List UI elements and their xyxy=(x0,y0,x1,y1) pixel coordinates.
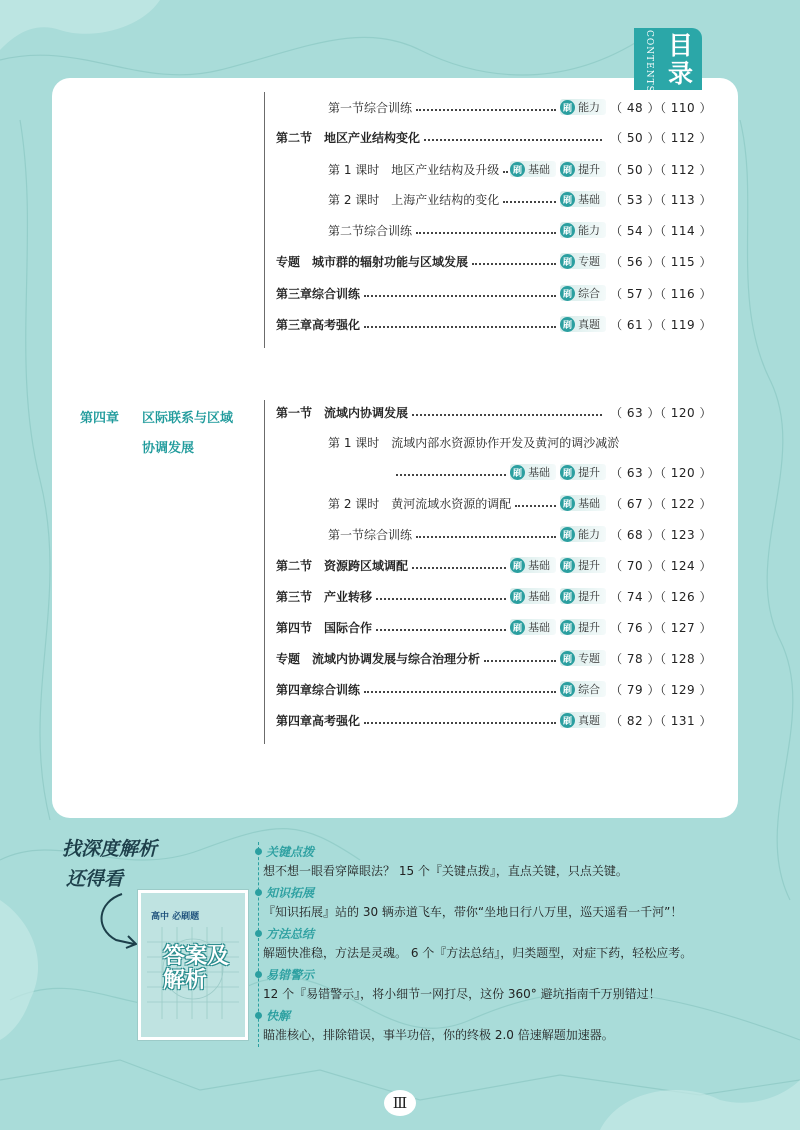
practice-badge xyxy=(560,222,606,238)
badge-label: 基础 xyxy=(528,590,551,603)
toc-entry-title: 第三章综合训练 xyxy=(276,286,361,301)
page-refs: （ 50 ）（ 112 ） xyxy=(610,130,712,145)
brush-icon: 刷 xyxy=(560,496,575,511)
feature-item xyxy=(263,842,738,881)
toc-entry[interactable] xyxy=(276,678,712,700)
dot-leader xyxy=(416,536,556,538)
page-refs: （ 70 ）（ 124 ） xyxy=(610,558,712,573)
page-refs: （ 68 ）（ 123 ） xyxy=(610,527,712,542)
practice-badge xyxy=(560,557,606,573)
toc-entry[interactable] xyxy=(328,431,712,453)
toc-entry[interactable] xyxy=(276,647,712,669)
bullet-icon xyxy=(255,848,262,855)
dot-leader xyxy=(503,171,506,173)
brush-icon: 刷 xyxy=(560,286,575,301)
toc-entry-title: 第四章高考强化 xyxy=(276,713,361,728)
practice-badge xyxy=(560,253,606,269)
promo-block xyxy=(58,830,258,1050)
dot-leader xyxy=(503,201,556,203)
brush-icon: 刷 xyxy=(510,465,525,480)
toc-entry[interactable] xyxy=(328,219,712,241)
toc-entry-title: 第 2 课时 黄河流域水资源的调配 xyxy=(328,496,512,511)
badge-group xyxy=(560,222,606,238)
features-list xyxy=(258,842,738,1047)
brush-icon: 刷 xyxy=(510,620,525,635)
book-title: 答案及解析 xyxy=(163,944,230,993)
chapter-number: 第四章 xyxy=(80,411,120,426)
practice-badge xyxy=(560,285,606,301)
badge-label: 基础 xyxy=(578,497,601,510)
dot-leader xyxy=(364,326,556,328)
brush-icon: 刷 xyxy=(560,162,575,177)
badge-group xyxy=(560,253,606,269)
practice-badge xyxy=(560,316,606,332)
badge-label: 基础 xyxy=(578,193,601,206)
chapter-title-line2: 协调发展 xyxy=(142,441,195,456)
badge-group xyxy=(510,619,606,635)
badge-label: 综合 xyxy=(578,683,601,696)
bullet-icon xyxy=(255,889,262,896)
dot-leader xyxy=(396,474,506,476)
mulu-title: 目录 xyxy=(668,31,694,88)
badge-label: 提升 xyxy=(578,559,601,572)
feature-text: 『知识拓展』站的 30 辆赤道飞车，带你“坐地日行八万里，巡天遥看一千河”！ xyxy=(263,905,683,919)
dot-leader xyxy=(412,567,506,569)
practice-badge xyxy=(560,191,606,207)
page-refs: （ 53 ）（ 113 ） xyxy=(610,192,712,207)
toc-entry-title: 第 1 课时 流域内部水资源协作开发及黄河的调沙减淤 xyxy=(328,435,620,450)
feature-title: 方法总结 xyxy=(266,927,315,941)
brush-icon: 刷 xyxy=(560,589,575,604)
feature-text: 瞄准核心，排除错误，事半功倍，你的终极 2.0 倍速解题加速器。 xyxy=(263,1028,614,1042)
chapter-4-heading xyxy=(80,404,270,464)
promo-handwritten-line2: 还得看 xyxy=(66,868,124,890)
badge-group xyxy=(560,526,606,542)
brush-icon: 刷 xyxy=(560,100,575,115)
chapter-title-line1: 区际联系与区域 xyxy=(142,411,234,426)
dot-leader xyxy=(416,232,556,234)
badge-label: 能力 xyxy=(578,101,601,114)
brush-icon: 刷 xyxy=(560,682,575,697)
page-refs: （ 74 ）（ 126 ） xyxy=(610,589,712,604)
dot-leader xyxy=(416,109,556,111)
badge-group xyxy=(560,681,606,697)
brush-icon: 刷 xyxy=(510,162,525,177)
practice-badge xyxy=(560,464,606,480)
badge-label: 基础 xyxy=(528,621,551,634)
page-refs: （ 67 ）（ 122 ） xyxy=(610,496,712,511)
toc-entry[interactable] xyxy=(328,158,712,180)
dot-leader xyxy=(376,598,506,600)
badge-group xyxy=(510,588,606,604)
badge-label: 综合 xyxy=(578,287,601,300)
dot-leader xyxy=(364,722,556,724)
bullet-icon xyxy=(255,1012,262,1019)
toc-entry[interactable] xyxy=(276,554,712,576)
dot-leader xyxy=(472,263,556,265)
badge-group xyxy=(560,650,606,666)
brush-icon: 刷 xyxy=(560,713,575,728)
toc-entry-title: 第 1 课时 地区产业结构及升级 xyxy=(328,162,500,177)
badge-label: 提升 xyxy=(578,590,601,603)
toc-entry-title: 第三章高考强化 xyxy=(276,317,361,332)
badge-label: 真题 xyxy=(578,318,601,331)
toc-entry-title: 第二节综合训练 xyxy=(328,223,413,238)
practice-badge xyxy=(560,588,606,604)
answer-book-cover xyxy=(138,890,248,1040)
toc-entry[interactable] xyxy=(328,188,712,210)
toc-entry-title: 第四章综合训练 xyxy=(276,682,361,697)
bullet-icon xyxy=(255,930,262,937)
toc-entry[interactable] xyxy=(276,126,712,148)
brush-icon: 刷 xyxy=(560,527,575,542)
badge-group xyxy=(510,464,606,480)
contents-tab xyxy=(634,28,702,93)
practice-badge xyxy=(560,161,606,177)
dot-leader xyxy=(364,295,556,297)
toc-entry-title: 第四节 国际合作 xyxy=(276,620,373,635)
curved-arrow-icon xyxy=(94,892,144,952)
toc-entry[interactable] xyxy=(276,282,712,304)
toc-entry-title: 第一节综合训练 xyxy=(328,100,413,115)
brush-icon: 刷 xyxy=(560,254,575,269)
page-refs: （ 48 ）（ 110 ） xyxy=(610,100,712,115)
feature-title: 关键点拨 xyxy=(266,845,315,859)
feature-title: 快解 xyxy=(266,1009,291,1023)
book-series-label: 高中 必刷题 xyxy=(151,912,200,922)
dot-leader xyxy=(515,505,556,507)
badge-label: 提升 xyxy=(578,466,601,479)
badge-label: 基础 xyxy=(528,163,551,176)
practice-badge xyxy=(510,161,556,177)
badge-group xyxy=(560,99,606,115)
badge-label: 能力 xyxy=(578,224,601,237)
toc-entry[interactable] xyxy=(392,461,712,483)
page-refs: （ 63 ）（ 120 ） xyxy=(610,465,712,480)
page-refs: （ 50 ）（ 112 ） xyxy=(610,162,712,177)
practice-badge xyxy=(560,681,606,697)
feature-text: 解题快准稳，方法是灵魂。 6 个『方法总结』，归类题型，对症下药，轻松应考。 xyxy=(263,946,693,960)
practice-badge xyxy=(510,619,556,635)
badge-label: 能力 xyxy=(578,528,601,541)
page-refs: （ 54 ）（ 114 ） xyxy=(610,223,712,238)
feature-text: 12 个『易错警示』，将小细节一网打尽，这份 360° 避坑指南千万别错过！ xyxy=(263,987,661,1001)
toc-entry-title: 第三节 产业转移 xyxy=(276,589,373,604)
toc-entry[interactable] xyxy=(276,585,712,607)
toc-entry[interactable] xyxy=(328,96,712,118)
dot-leader xyxy=(484,660,556,662)
toc-entry-title: 第二节 资源跨区域调配 xyxy=(276,558,409,573)
toc-entry[interactable] xyxy=(276,401,712,423)
toc-entry[interactable] xyxy=(276,616,712,638)
badge-group xyxy=(560,712,606,728)
badge-group xyxy=(560,316,606,332)
brush-icon: 刷 xyxy=(560,651,575,666)
feature-title: 知识拓展 xyxy=(266,886,315,900)
feature-item xyxy=(263,965,738,1004)
brush-icon: 刷 xyxy=(560,558,575,573)
promo-handwritten-line1: 找深度解析 xyxy=(62,838,158,860)
badge-group xyxy=(510,161,606,177)
page-refs: （ 79 ）（ 129 ） xyxy=(610,682,712,697)
page-refs: （ 63 ）（ 120 ） xyxy=(610,405,712,420)
toc-entry-title: 第二节 地区产业结构变化 xyxy=(276,130,421,145)
badge-label: 真题 xyxy=(578,714,601,727)
feature-item xyxy=(263,924,738,963)
brush-icon: 刷 xyxy=(560,223,575,238)
badge-label: 基础 xyxy=(528,466,551,479)
toc-entry-title: 专题 流域内协调发展与综合治理分析 xyxy=(276,651,481,666)
practice-badge xyxy=(560,619,606,635)
toc-entry[interactable] xyxy=(328,492,712,514)
badge-label: 专题 xyxy=(578,652,601,665)
brush-icon: 刷 xyxy=(560,620,575,635)
page-refs: （ 56 ）（ 115 ） xyxy=(610,254,712,269)
practice-badge xyxy=(560,712,606,728)
toc-entry-title: 第 2 课时 上海产业结构的变化 xyxy=(328,192,500,207)
toc-divider-top xyxy=(264,92,265,348)
feature-title: 易错警示 xyxy=(266,968,315,982)
toc-entry[interactable] xyxy=(276,709,712,731)
brush-icon: 刷 xyxy=(560,317,575,332)
practice-badge xyxy=(560,526,606,542)
badge-label: 提升 xyxy=(578,163,601,176)
dot-leader xyxy=(376,629,506,631)
badge-label: 基础 xyxy=(528,559,551,572)
toc-entry[interactable] xyxy=(276,250,712,272)
brush-icon: 刷 xyxy=(560,465,575,480)
badge-group xyxy=(560,285,606,301)
toc-entry[interactable] xyxy=(328,523,712,545)
page-refs: （ 57 ）（ 116 ） xyxy=(610,286,712,301)
dot-leader xyxy=(364,691,556,693)
badge-label: 提升 xyxy=(578,621,601,634)
badge-group xyxy=(560,495,606,511)
page-number: Ⅲ xyxy=(384,1090,416,1116)
brush-icon: 刷 xyxy=(560,192,575,207)
toc-entry-title: 专题 城市群的辐射功能与区域发展 xyxy=(276,254,469,269)
practice-badge xyxy=(510,588,556,604)
badge-label: 专题 xyxy=(578,255,601,268)
feature-item xyxy=(263,883,738,922)
feature-text: 想不想一眼看穿障眼法？ 15 个『关键点拨』，直点关键，只点关键。 xyxy=(263,864,628,878)
practice-badge xyxy=(560,99,606,115)
page-refs: （ 76 ）（ 127 ） xyxy=(610,620,712,635)
brush-icon: 刷 xyxy=(510,589,525,604)
page-refs: （ 78 ）（ 128 ） xyxy=(610,651,712,666)
toc-entry[interactable] xyxy=(276,313,712,335)
practice-badge xyxy=(560,495,606,511)
page-refs: （ 82 ）（ 131 ） xyxy=(610,713,712,728)
practice-badge xyxy=(510,557,556,573)
dot-leader xyxy=(412,414,602,416)
practice-badge xyxy=(510,464,556,480)
feature-item xyxy=(263,1006,738,1045)
badge-group xyxy=(560,191,606,207)
badge-group xyxy=(510,557,606,573)
contents-label: CONTENTS xyxy=(644,30,654,93)
toc-entry-title: 第一节综合训练 xyxy=(328,527,413,542)
bullet-icon xyxy=(255,971,262,978)
dot-leader xyxy=(424,139,602,141)
toc-entry-title: 第一节 流域内协调发展 xyxy=(276,405,409,420)
practice-badge xyxy=(560,650,606,666)
brush-icon: 刷 xyxy=(510,558,525,573)
page-refs: （ 61 ）（ 119 ） xyxy=(610,317,712,332)
